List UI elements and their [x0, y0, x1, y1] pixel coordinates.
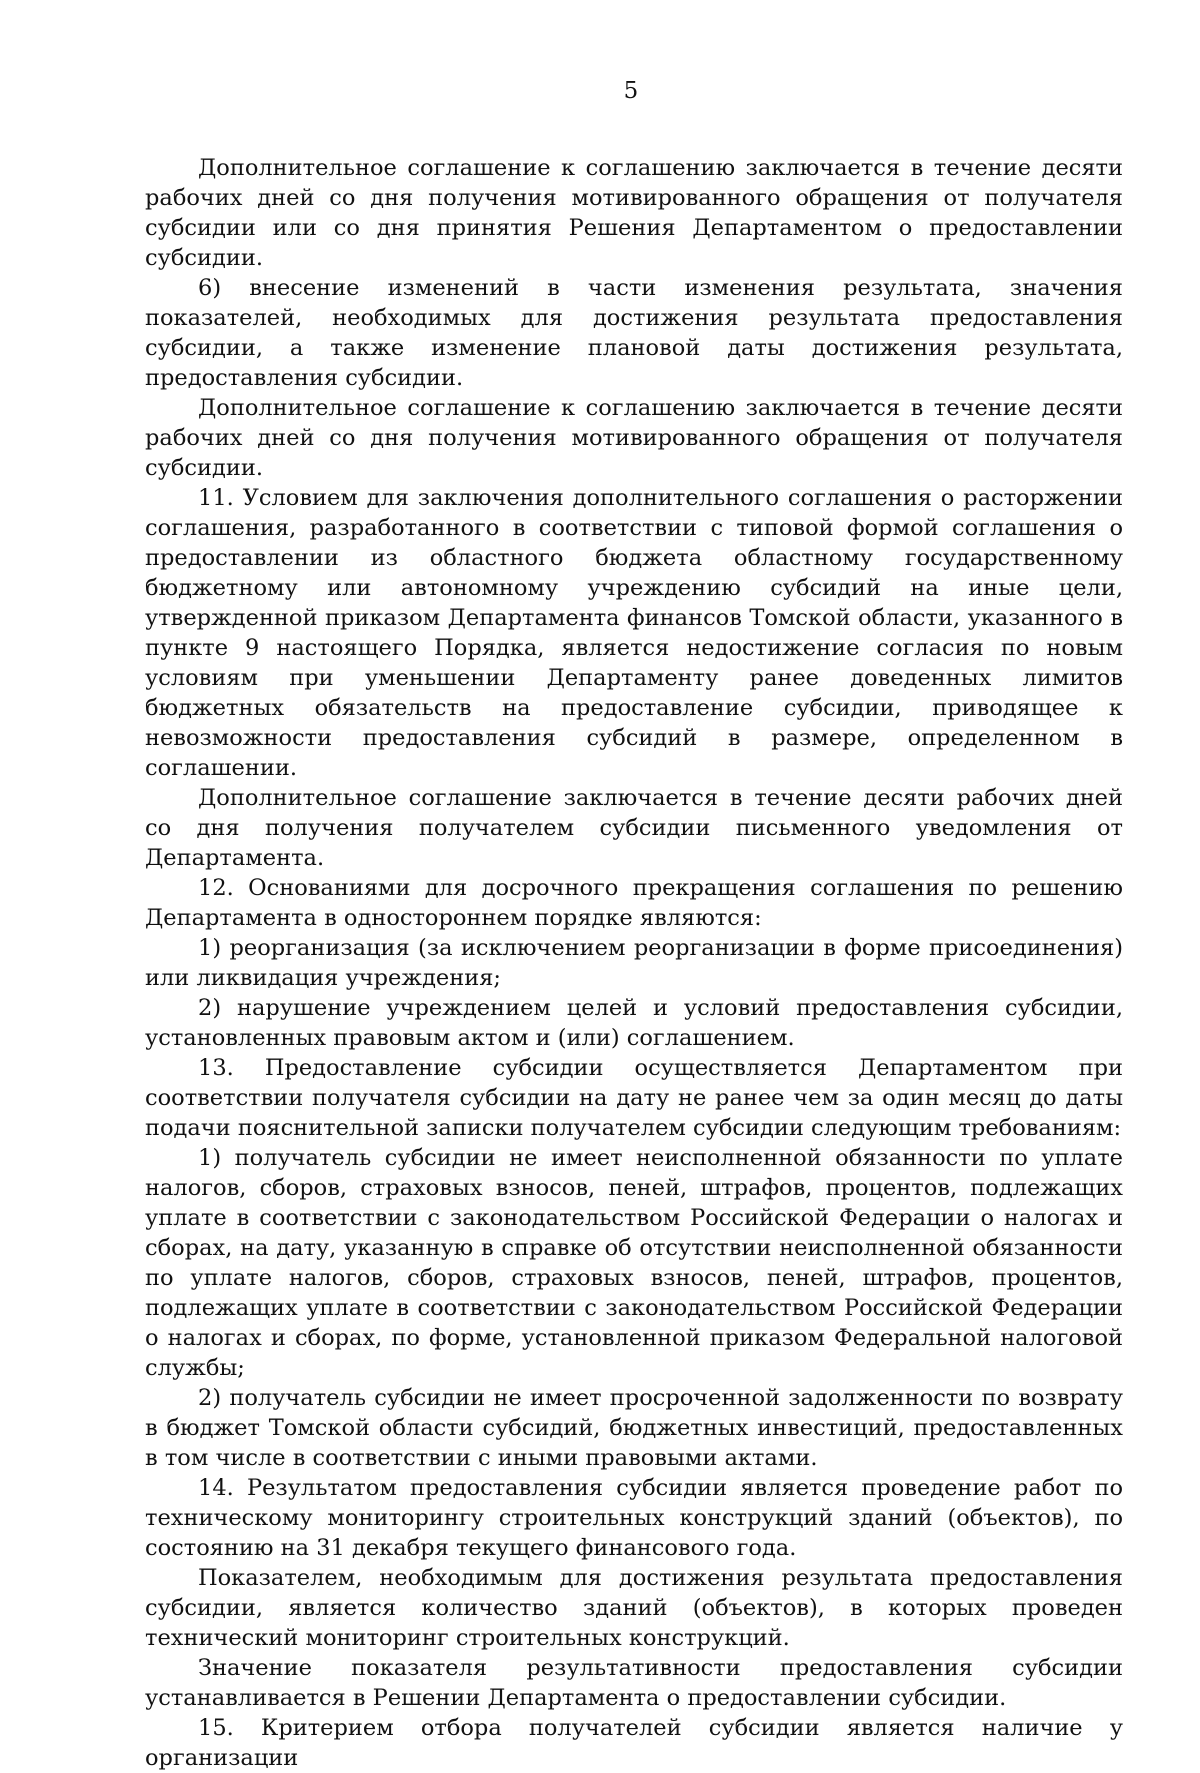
page-number: 5: [623, 78, 639, 104]
paragraph: 12. Основаниями для досрочного прекращения соглашения по решению Департамента в одностороннем порядке являются:: [145, 875, 1123, 931]
paragraph: 2) нарушение учреждением целей и условий предоставления субсидии, установленных правовым актом и (или) соглашением.: [145, 995, 1123, 1051]
document-body: [145, 153, 1123, 1773]
paragraph: 1) реорганизация (за исключением реорганизации в форме присоединения) или ликвидация учреждения;: [145, 935, 1123, 991]
paragraph: 13. Предоставление субсидии осуществляется Департаментом при соответствии получателя субсидии на дату не ранее чем за один месяц до даты подачи пояснительной записки получателем субсидии следующим требованиям:: [145, 1055, 1123, 1141]
paragraph: Показателем, необходимым для достижения результата предоставления субсидии, является количество зданий (объектов), в которых проведен технический мониторинг строительных конструкций.: [145, 1565, 1123, 1651]
paragraph: Значение показателя результативности предоставления субсидии устанавливается в Решении Департамента о предоставлении субсидии.: [145, 1655, 1123, 1711]
paragraph: 14. Результатом предоставления субсидии является проведение работ по техническому мониторингу строительных конструкций зданий (объектов), по состоянию на 31 декабря текущего финансового года.: [145, 1475, 1123, 1561]
paragraph: 1) получатель субсидии не имеет неисполненной обязанности по уплате налогов, сборов, страховых взносов, пеней, штрафов, процентов, подлежащих уплате в соответствии с законодательством Российской Федерации о налогах и сборах, на дату, указанную в справке об отсутствии неисполненной обязанности по уплате налогов, сборов, страховых взносов, пеней, штрафов, процентов, подлежащих уплате в соответствии с законодательством Российской Федерации о налогах и сборах, по форме, установленной приказом Федеральной налоговой службы;: [145, 1145, 1123, 1381]
paragraph: Дополнительное соглашение заключается в течение десяти рабочих дней со дня получения получателем субсидии письменного уведомления от Департамента.: [145, 785, 1123, 871]
paragraph: Дополнительное соглашение к соглашению заключается в течение десяти рабочих дней со дня получения мотивированного обращения от получателя субсидии или со дня принятия Решения Департаментом о предоставлении субсидии.: [145, 155, 1123, 271]
paragraph: 2) получатель субсидии не имеет просроченной задолженности по возврату в бюджет Томской области субсидий, бюджетных инвестиций, предоставленных в том числе в соответствии с иными правовыми актами.: [145, 1385, 1123, 1471]
paragraph: 11. Условием для заключения дополнительного соглашения о расторжении соглашения, разработанного в соответствии с типовой формой соглашения о предоставлении из областного бюджета областному государственному бюджетному или автономному учреждению субсидий на иные цели, утвержденной приказом Департамента финансов Томской области, указанного в пункте 9 настоящего Порядка, является недостижение согласия по новым условиям при уменьшении Департаменту ранее доведенных лимитов бюджетных обязательств на предоставление субсидии, приводящее к невозможности предоставления субсидий в размере, определенном в соглашении.: [145, 485, 1123, 781]
paragraph: Дополнительное соглашение к соглашению заключается в течение десяти рабочих дней со дня получения мотивированного обращения от получателя субсидии.: [145, 395, 1123, 481]
paragraph: 6) внесение изменений в части изменения результата, значения показателей, необходимых для достижения результата предоставления субсидии, а также изменение плановой даты достижения результата, предоставления субсидии.: [145, 275, 1123, 391]
paragraph: 15. Критерием отбора получателей субсидии является наличие у организации: [145, 1715, 1123, 1771]
